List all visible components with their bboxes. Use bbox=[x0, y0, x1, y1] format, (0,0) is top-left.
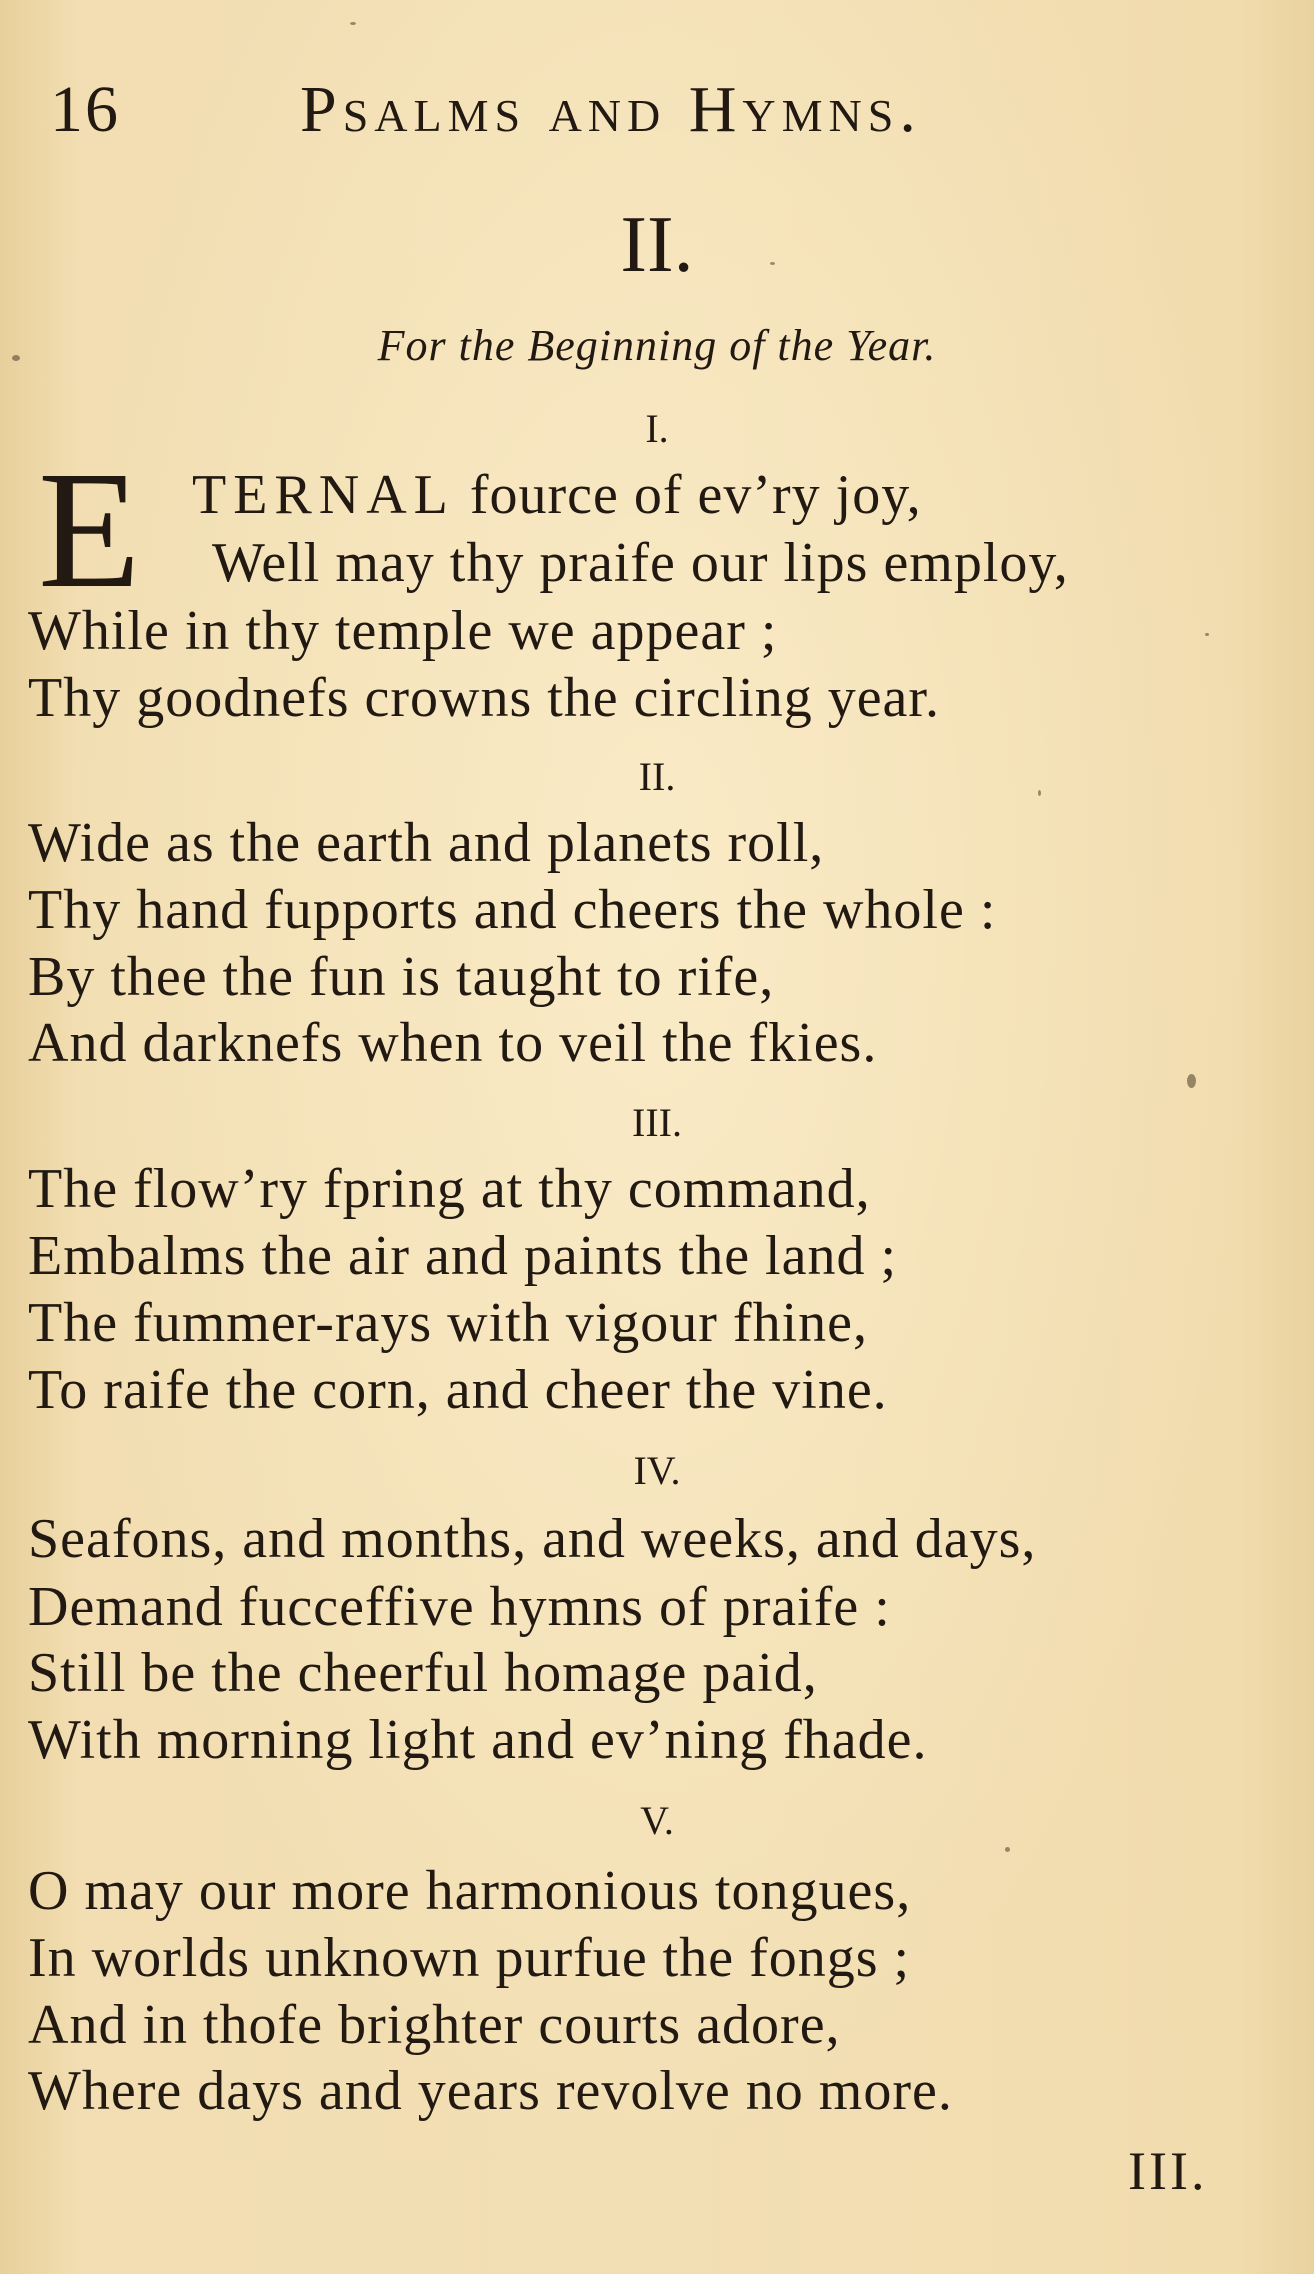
verse-line: Embalms the air and paints the land ; bbox=[28, 1225, 898, 1287]
page-header bbox=[0, 70, 1314, 150]
verse-line: In worlds unknown purfue the fongs ; bbox=[28, 1927, 911, 1989]
running-head: Psalms and Hymns. bbox=[300, 73, 922, 146]
stanza-number: I. bbox=[645, 406, 669, 451]
stanza-number: III. bbox=[632, 1100, 682, 1145]
verse-line: The flow’ry fpring at thy command, bbox=[28, 1158, 871, 1220]
paper-speck bbox=[1187, 1074, 1196, 1088]
paper-speck bbox=[1205, 633, 1209, 636]
hymn-title: For the Beginning of the Year. bbox=[377, 321, 937, 370]
verse-line: To raife the corn, and cheer the vine. bbox=[28, 1359, 888, 1421]
stanza-number: V. bbox=[640, 1798, 674, 1843]
verse-line: With morning light and ev’ning fhade. bbox=[28, 1709, 928, 1771]
verse-line: Demand fucceffive hymns of praife : bbox=[28, 1576, 891, 1638]
paper-speck bbox=[350, 22, 356, 25]
verse-line: Thy goodnefs crowns the circling year. bbox=[28, 667, 940, 729]
hymn-number: II. bbox=[620, 201, 694, 289]
verse-line: Still be the cheerful homage paid, bbox=[28, 1642, 818, 1704]
verse-line: Well may thy praife our lips employ, bbox=[212, 532, 1069, 594]
paper-speck bbox=[1038, 790, 1041, 796]
stanza-number: IV. bbox=[633, 1448, 681, 1493]
first-line-rest: fource of ev’ry joy, bbox=[454, 464, 922, 526]
catchword: III. bbox=[1128, 2141, 1208, 2201]
paper-speck bbox=[1005, 1847, 1010, 1852]
paper-speck bbox=[12, 355, 20, 361]
verse-line: O may our more harmonious tongues, bbox=[28, 1860, 912, 1922]
verse-line: The fummer-rays with vigour fhine, bbox=[28, 1292, 868, 1354]
verse-line: Seafons, and months, and weeks, and days, bbox=[28, 1508, 1037, 1570]
page-number: 16 bbox=[50, 73, 120, 146]
verse-line: By thee the fun is taught to rife, bbox=[28, 946, 775, 1008]
paper-speck bbox=[770, 262, 775, 265]
verse-line: And in thofe brighter courts adore, bbox=[28, 1994, 841, 2056]
stanza-number: II. bbox=[638, 754, 676, 799]
verse-line: Thy hand fupports and cheers the whole : bbox=[28, 879, 997, 941]
verse-line: And darknefs when to veil the fkies. bbox=[28, 1012, 878, 1074]
verse-line: While in thy temple we appear ; bbox=[28, 600, 778, 662]
drop-cap: E bbox=[38, 437, 141, 623]
verse-line: Wide as the earth and planets roll, bbox=[28, 812, 825, 874]
verse-line bbox=[192, 462, 922, 528]
verse-line: Where days and years revolve no more. bbox=[28, 2060, 953, 2122]
first-word-caps: TERNAL bbox=[192, 464, 455, 526]
